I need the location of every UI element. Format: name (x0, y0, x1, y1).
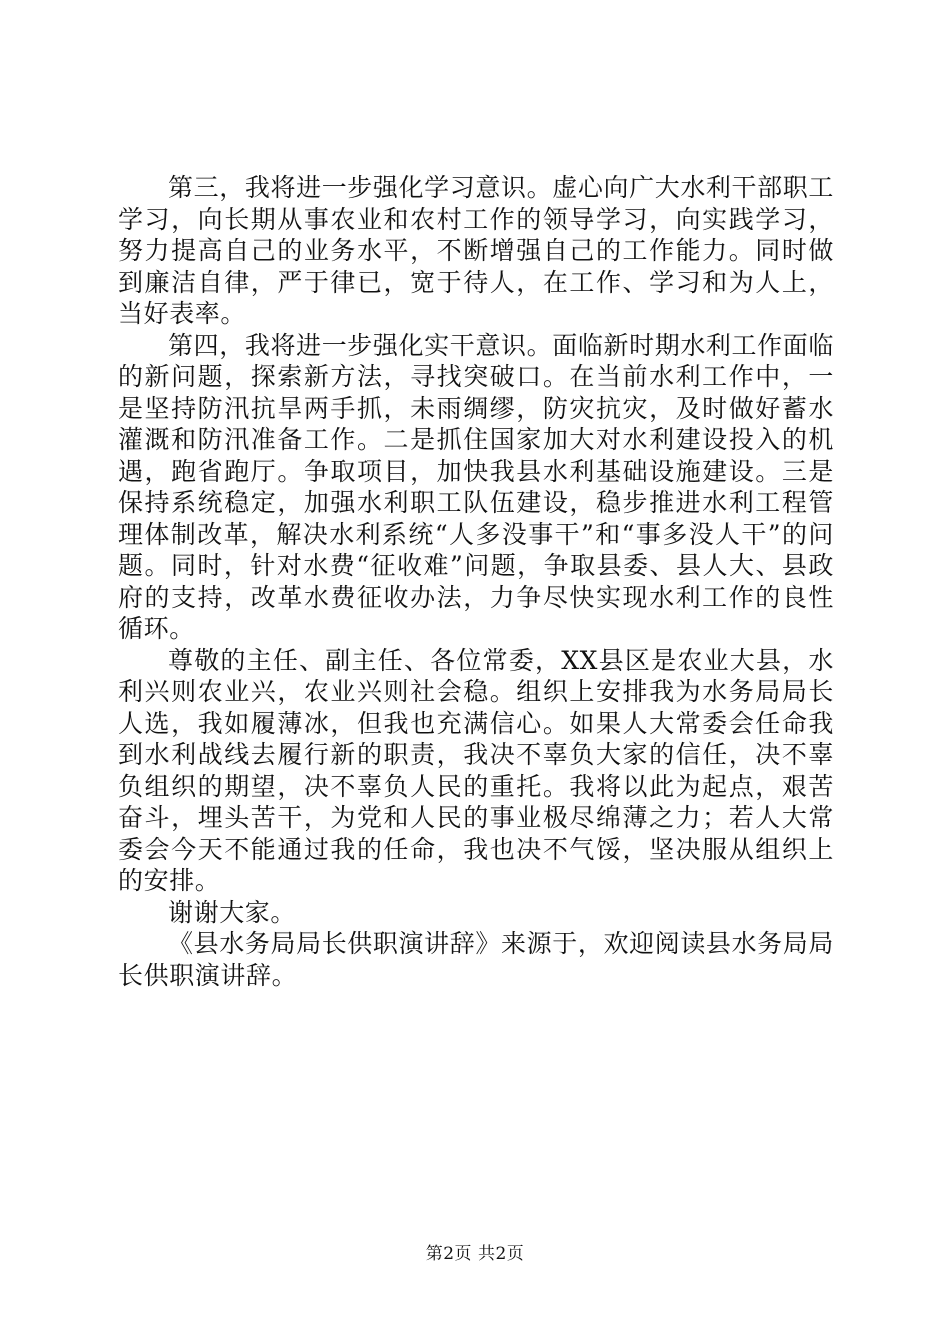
paragraph-source-note: 《县水务局局长供职演讲辞》来源于，欢迎阅读县水务局局长供职演讲辞。 (118, 929, 834, 990)
paragraph-fourth-point: 第四，我将进一步强化实干意识。面临新时期水利工作面临的新问题，探索新方法，寻找突破口。在当前水利工作中，一是坚持防汛抗旱两手抓，未雨绸缪，防灾抗灾，及时做好蓄水灌溉和防汛准备工作。二是抓住国家加大对水利建设投入的机遇，跑省跑厅。争取项目，加快我县水利基础设施建设。三是保持系统稳定，加强水利职工队伍建设，稳步推进水利工程管理体制改革，解决水利系统“人多没事干”和“事多没人干”的问题。同时，针对水费“征收难”问题，争取县委、县人大、县政府的支持，改革水费征收办法，力争尽快实现水利工作的良性循环。 (118, 330, 834, 643)
paragraph-thanks: 谢谢大家。 (168, 897, 297, 927)
paragraph-third-point: 第三，我将进一步强化学习意识。虚心向广大水利干部职工学习，向长期从事农业和农村工作的领导学习，向实践学习，努力提高自己的业务水平，不断增强自己的工作能力。同时做到廉洁自律，严于律已，宽于待人，在工作、学习和为人上，当好表率。 (118, 173, 834, 328)
paragraph-address-committee: 尊敬的主任、副主任、各位常委，XX县区是农业大县，水利兴则农业兴，农业兴则社会稳。组织上安排我为水务局局长人选，我如履薄冰，但我也充满信心。如果人大常委会任命我到水利战线去履行新的职责，我决不辜负大家的信任，决不辜负组织的期望，决不辜负人民的重托。我将以此为起点，艰苦奋斗，埋头苦干，为党和人民的事业极尽绵薄之力；若人大常委会今天不能通过我的任命，我也决不气馁，坚决服从组织上的安排。 (118, 645, 834, 895)
document-body (118, 172, 834, 991)
page-number-footer: 第2页 共2页 (425, 1244, 525, 1264)
